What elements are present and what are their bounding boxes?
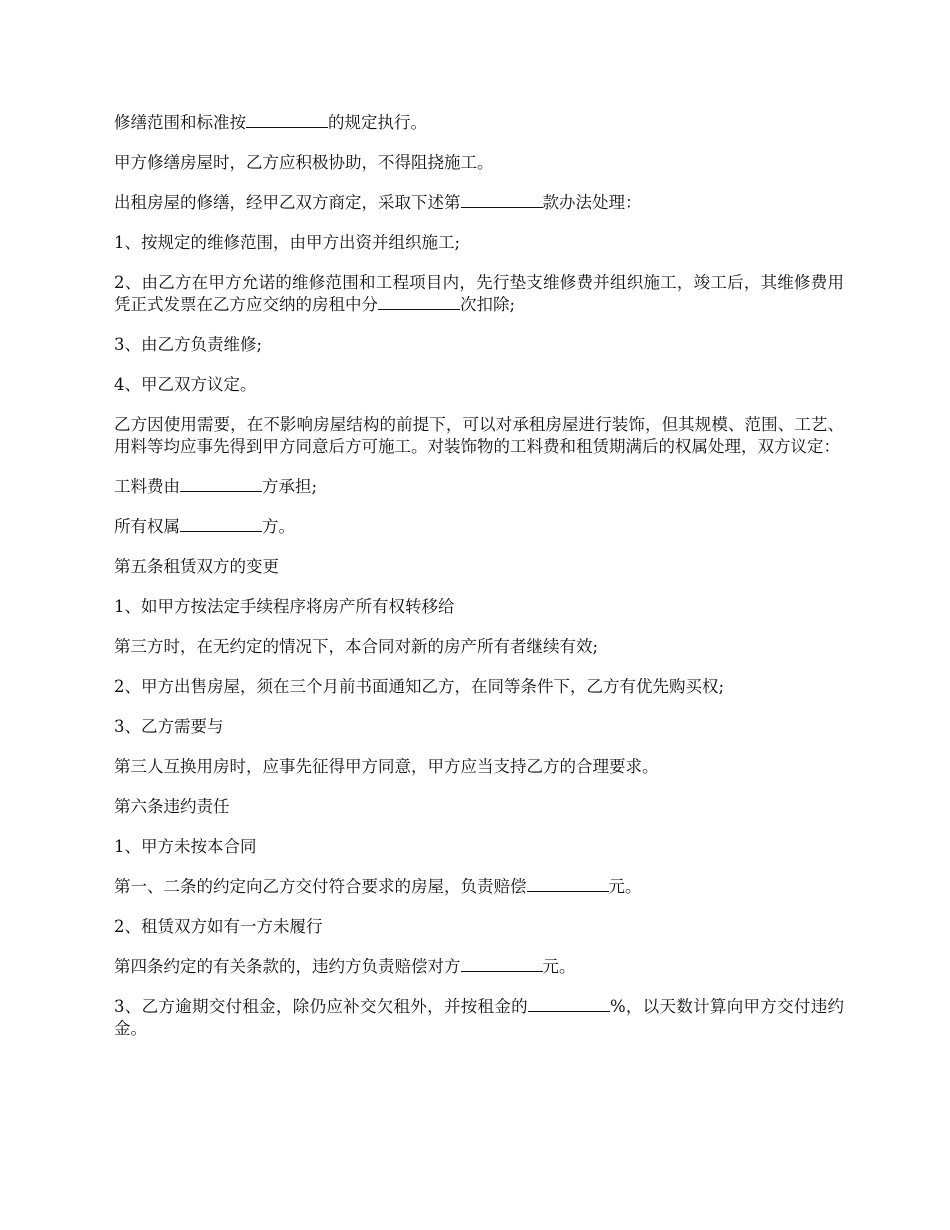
paragraph-ownership: 所有权属 方。 (114, 517, 295, 536)
fill-in-blank[interactable] (180, 477, 262, 492)
document-page (114, 112, 844, 1058)
paragraph-breach-1-compensation: 第一、二条的约定向乙方交付符合要求的房屋，负责赔偿 元。 (114, 877, 642, 896)
fill-in-blank[interactable] (246, 113, 328, 128)
fill-in-blank[interactable] (378, 295, 460, 310)
paragraph-assist-repair: 甲方修缮房屋时，乙方应积极协助，不得阻挠施工。 (114, 153, 494, 172)
paragraph-item-4: 4、甲乙双方议定。 (114, 375, 257, 394)
paragraph-material-cost: 工料费由 方承担; (114, 477, 318, 496)
section-heading-article-5: 第五条租赁双方的变更 (114, 557, 279, 576)
fill-in-blank[interactable] (461, 193, 543, 208)
paragraph-item-1: 1、按规定的维修范围，由甲方出资并组织施工; (114, 233, 461, 252)
paragraph-breach-2-compensation: 第四条约定的有关条款的，违约方负责赔偿对方 元。 (114, 957, 576, 976)
paragraph-decoration: 乙方因使用需要，在不影响房屋结构的前提下，可以对承租房屋进行装饰，但其规模、范围、工艺、用料等均应事先得到甲方同意后方可施工。对装饰物的工料费和租赁期满后的权属处理，双方议定： (114, 415, 844, 456)
fill-in-blank[interactable] (528, 997, 610, 1012)
paragraph-transfer: 1、如甲方按法定手续程序将房产所有权转移给 (114, 597, 455, 616)
paragraph-breach-1: 1、甲方未按本合同 (114, 837, 257, 856)
paragraph-breach-2: 2、租赁双方如有一方未履行 (114, 917, 323, 936)
paragraph-priority-purchase: 2、甲方出售房屋，须在三个月前书面通知乙方，在同等条件下，乙方有优先购买权; (114, 677, 725, 696)
paragraph-repair-method: 出租房屋的修缮，经甲乙双方商定，采取下述第 款办法处理： (114, 193, 642, 212)
paragraph-exchange: 3、乙方需要与 (114, 717, 224, 736)
section-heading-article-6: 第六条违约责任 (114, 797, 230, 816)
paragraph-late-rent: 3、乙方逾期交付租金，除仍应补交欠租外，并按租金的 %，以天数计算向甲方交付违约金。 (114, 997, 845, 1038)
paragraph-repair-standard: 修缮范围和标准按 的规定执行。 (114, 113, 427, 132)
fill-in-blank[interactable] (461, 957, 543, 972)
paragraph-exchange-consent: 第三人互换用房时，应事先征得甲方同意，甲方应当支持乙方的合理要求。 (114, 757, 659, 776)
paragraph-item-2: 2、由乙方在甲方允诺的维修范围和工程项目内，先行垫支维修费并组织施工，竣工后，其维修费用凭正式发票在乙方应交纳的房租中分 次扣除; (114, 273, 844, 314)
paragraph-item-3: 3、由乙方负责维修; (114, 335, 263, 354)
fill-in-blank[interactable] (180, 517, 262, 532)
paragraph-third-party-valid: 第三方时，在无约定的情况下，本合同对新的房产所有者继续有效; (114, 637, 599, 656)
fill-in-blank[interactable] (527, 877, 609, 892)
